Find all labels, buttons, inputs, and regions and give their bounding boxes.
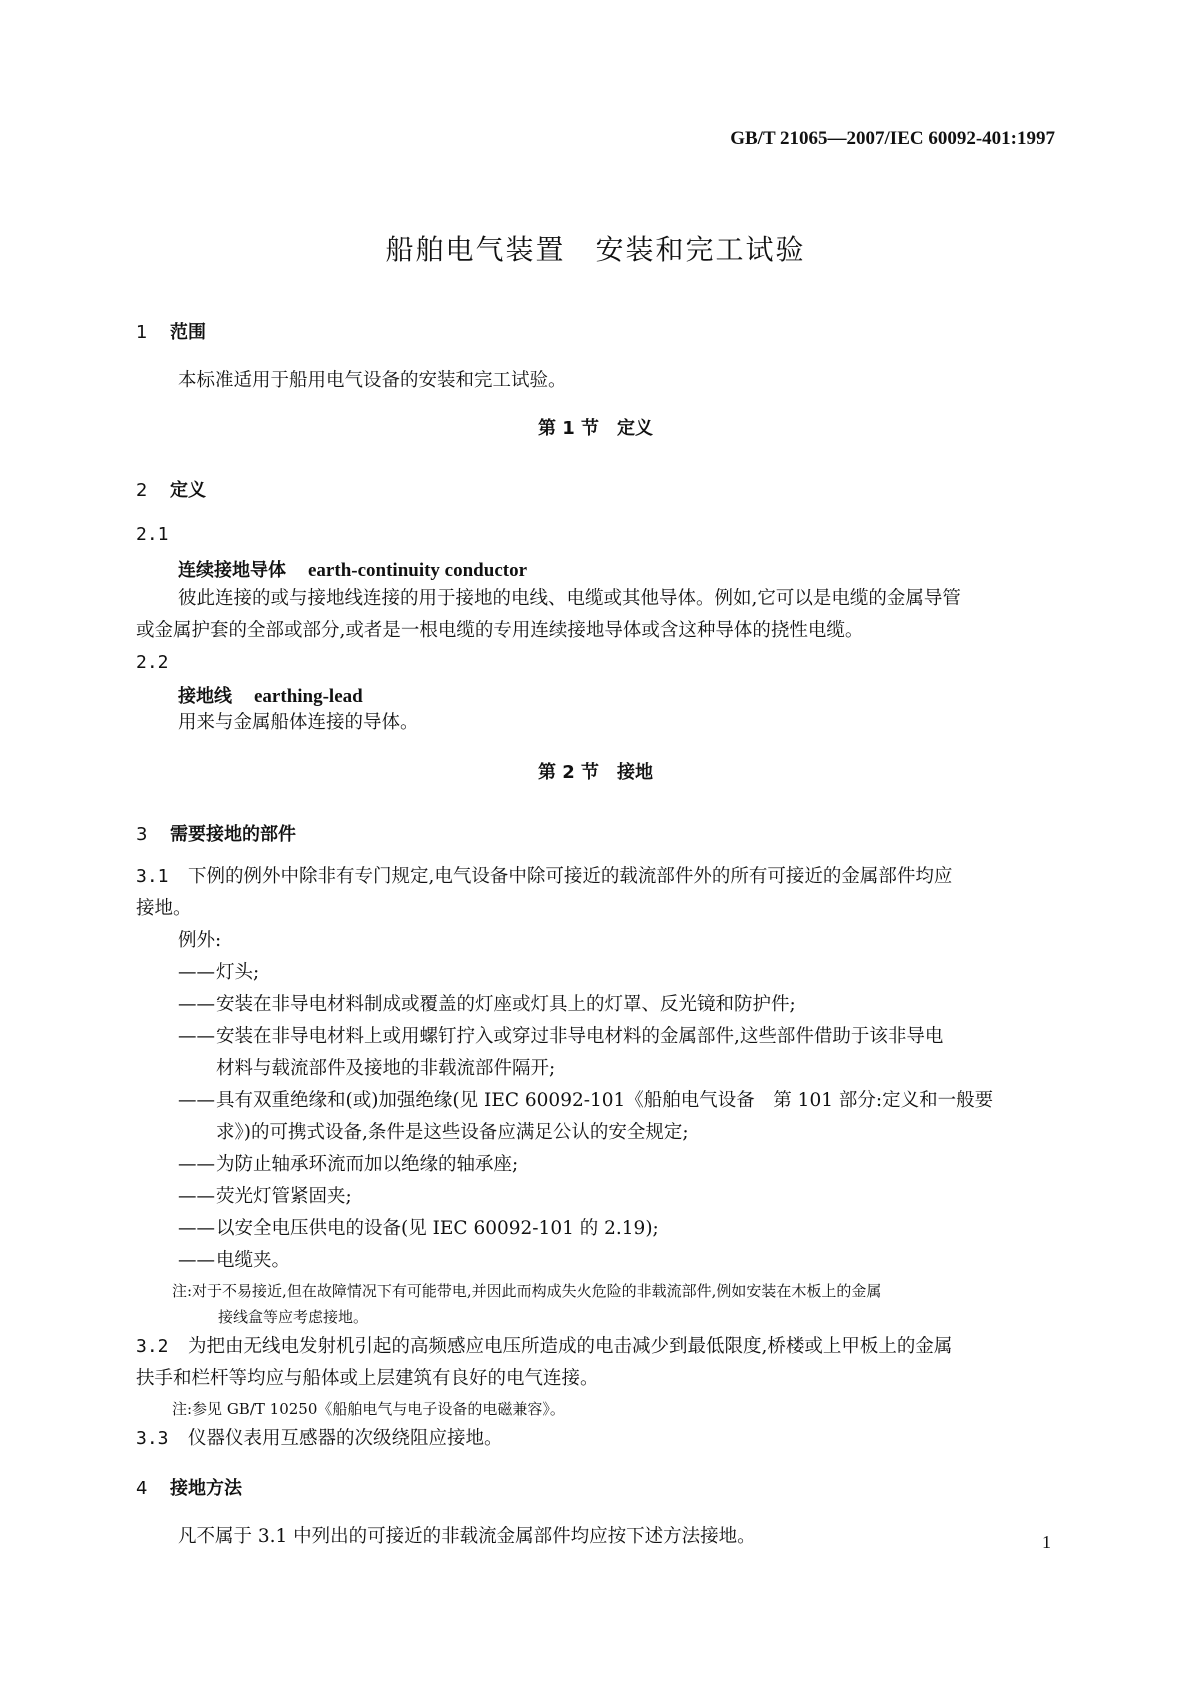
exception-item: ——电缆夹。 (178, 1250, 291, 1271)
clause-number: 1 (136, 322, 148, 343)
term-zh: 接地线 (178, 686, 232, 707)
clause-title: 需要接地的部件 (170, 824, 296, 845)
definition-2-2-line1: 用来与金属船体连接的导体。 (178, 712, 419, 733)
subclause-2-1-number: 2.1 (136, 524, 169, 545)
exceptions-label: 例外: (178, 930, 222, 951)
para-number: 3.2 (136, 1336, 169, 1357)
definition-2-1-line2: 或金属护套的全部或部分,或者是一根电缆的专用连续接地导体或含这种导体的挠性电缆。 (136, 620, 864, 641)
para-number: 3.3 (136, 1428, 169, 1449)
document-title: 船舶电气装置 安装和完工试验 (385, 233, 806, 266)
clause-1-text: 本标准适用于船用电气设备的安装和完工试验。 (178, 370, 567, 391)
clause-3-heading (136, 820, 296, 846)
para-3-2-line1 (136, 1332, 952, 1362)
para-3-2-line2: 扶手和栏杆等均应与船体或上层建筑有良好的电气连接。 (136, 1368, 599, 1389)
subclause-2-2-number: 2.2 (136, 652, 169, 673)
term-en: earthing-lead (254, 686, 363, 707)
exception-item-continued: 材料与载流部件及接地的非载流部件隔开; (216, 1058, 556, 1079)
definition-2-1-line1: 彼此连接的或与接地线连接的用于接地的电线、电缆或其他导体。例如,它可以是电缆的金属导管 (178, 588, 961, 609)
clause-number: 2 (136, 480, 148, 501)
exception-item: ——安装在非导电材料制成或覆盖的灯座或灯具上的灯罩、反光镜和防护件; (178, 994, 796, 1015)
clause-title: 范围 (170, 322, 206, 343)
clause-4-text: 凡不属于 3.1 中列出的可接近的非载流金属部件均应按下述方法接地。 (178, 1526, 756, 1547)
para-3-1-line2: 接地。 (136, 898, 192, 919)
para-number: 3.1 (136, 866, 169, 887)
para-3-3 (136, 1424, 503, 1454)
page-number: 1 (1042, 1532, 1051, 1552)
section-2-heading: 第 2 节 接地 (537, 762, 654, 783)
note-2: 注:参见 GB/T 10250《船舶电气与电子设备的电磁兼容》。 (172, 1400, 565, 1418)
note-1-line2: 接线盒等应考虑接地。 (218, 1308, 369, 1326)
para-3-1-line1 (136, 862, 952, 892)
exception-item-continued: 求》)的可携式设备,条件是这些设备应满足公认的安全规定; (216, 1122, 689, 1143)
standard-code: GB/T 21065—2007/IEC 60092-401:1997 (730, 128, 1055, 149)
term-en: earth-continuity conductor (308, 560, 528, 581)
note-1-line1: 注:对于不易接近,但在故障情况下有可能带电,并因此而构成失火危险的非载流部件,例如安装在木板上的金属 (172, 1282, 882, 1300)
para-text: 仪器仪表用互感器的次级绕阻应接地。 (188, 1428, 503, 1449)
term-zh: 连续接地导体 (178, 560, 286, 581)
exception-item: ——安装在非导电材料上或用螺钉拧入或穿过非导电材料的金属部件,这些部件借助于该非导电 (178, 1026, 944, 1047)
para-text: 下例的例外中除非有专门规定,电气设备中除可接近的载流部件外的所有可接近的金属部件均应 (188, 866, 953, 887)
term-2-1 (178, 556, 527, 582)
exception-item: ——具有双重绝缘和(或)加强绝缘(见 IEC 60092-101《船舶电气设备 第 101 部分:定义和一般要 (178, 1090, 994, 1111)
clause-title: 定义 (170, 480, 206, 501)
exception-item: ——以安全电压供电的设备(见 IEC 60092-101 的 2.19); (178, 1218, 659, 1239)
exception-item: ——为防止轴承环流而加以绝缘的轴承座; (178, 1154, 519, 1175)
clause-4-heading (136, 1474, 242, 1500)
term-2-2 (178, 682, 363, 708)
clause-1-heading (136, 318, 206, 344)
exception-item: ——荧光灯管紧固夹; (178, 1186, 352, 1207)
clause-number: 4 (136, 1478, 148, 1499)
exception-item: ——灯头; (178, 962, 260, 983)
clause-number: 3 (136, 824, 148, 845)
clause-2-heading (136, 476, 206, 502)
section-1-heading: 第 1 节 定义 (537, 418, 654, 439)
clause-title: 接地方法 (170, 1478, 242, 1499)
para-text: 为把由无线电发射机引起的高频感应电压所造成的电击减少到最低限度,桥楼或上甲板上的金属 (188, 1336, 953, 1357)
